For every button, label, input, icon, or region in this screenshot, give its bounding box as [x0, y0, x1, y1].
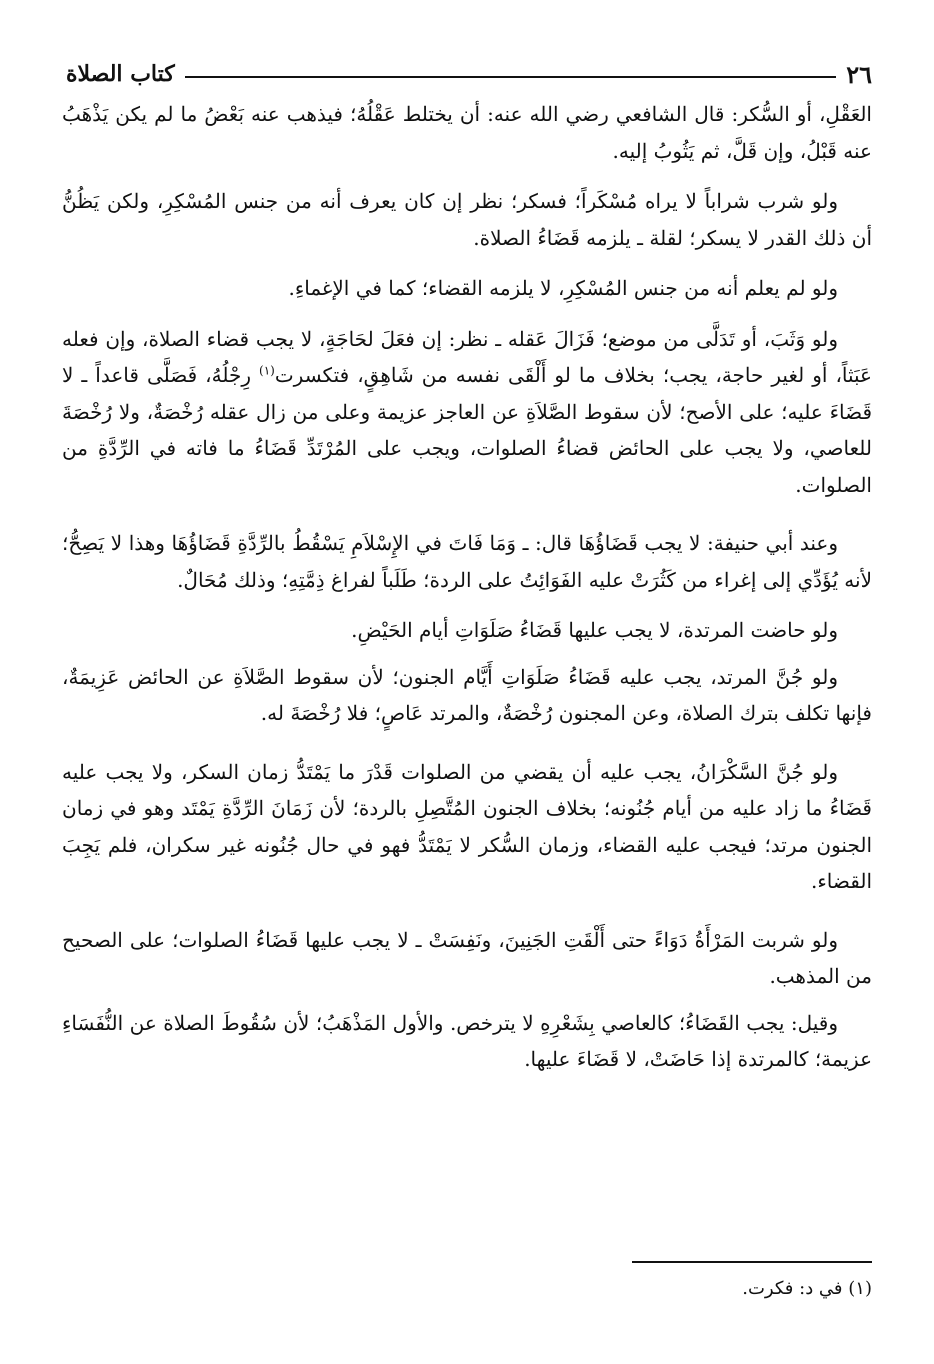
page-body [62, 96, 872, 1078]
paragraph-9: ولو شربت المَرْأَةُ دَوَاءً حتى أَلْقَتِ الجَنِينَ، ونَفِسَتْ ـ لا يجب عليها قَضَاءُ الصلوات؛ على الصحيح من المذهب. [62, 927, 872, 988]
paragraph-7: ولو جُنَّ المرتد، يجب عليه قَضَاءُ صَلَوَاتِ أَيَّام الجنون؛ لأن سقوط الصَّلاَةِ عن الحائض عَزِيمَةٌ، فإنها تكلف بترك الصلاة، وعن المجنون رُخْصَةٌ، والمرتد عَاصٍ؛ فلا رُخْصَةَ له. [62, 664, 872, 725]
paragraph-4 [62, 321, 872, 504]
book-title: كتاب الصلاة [66, 61, 175, 87]
paragraph-4-part-1: ولو وَثَبَ، أو تَدَلَّى من موضع؛ فَزَالَ عَقله ـ نظر: إن فعَلَ لحَاجَةٍ، لا يجب قضاء الصلاة، وإن فعله عَبَثاً، أو لغير حاجة، يجب؛ بخلاف ما لو أَلْقَى نفسه من شَاهِقٍ، فتكسرت [62, 326, 872, 387]
paragraph-6: ولو حاضت المرتدة، لا يجب عليها قَضَاءُ صَلَوَاتِ أيام الحَيْضِ. [351, 618, 838, 642]
footnote-reference: (١) [259, 363, 275, 378]
footnote-rule [632, 1261, 872, 1263]
paragraph-8: ولو جُنَّ السَّكْرَانُ، يجب عليه أن يقضي من الصلوات قَدْرَ ما يَمْتَدُّ زمان السكر، ولا يجب عليه قَضَاءُ ما زاد عليه من أيام جُنُونه؛ بخلاف الجنون المُتَّصِلِ بالردة؛ لأن زَمَانَ الرِّدَّةِ يَمْتَد وهو في زمان الجنون مرتد؛ فيجب عليه القضاء، وزمان السُّكر لا يَمْتَدُّ فهو في حال جُنُونه غير سكران، فلم يَجِبَ القضاء. [62, 759, 872, 893]
paragraph-5: وعند أبي حنيفة: لا يجب قَضَاؤُهَا قال: ـ وَمَا فَاتَ في الإِسْلاَمِ يَسْقُطُ بالرِّدَّةِ قَضَاؤُهَا وهذا لا يَصِحُّ؛ لأنه يُؤَدِّي إلى إغراء من كَثُرَتْ عليه الفَوَائِتُ على الردة؛ طَلَباً لفراغ ذِمَّتِهِ؛ وذلك مُحَالٌ. [62, 531, 872, 592]
page-header [66, 58, 872, 90]
paragraph-1: العَقْلِ، أو السُّكر: قال الشافعي رضي الله عنه: أن يختلط عَقْلُهُ؛ فيذهب عنه بَعْضُ ما لم يكن يَذْهَبُ عنه قَبْلُ، وإن قَلَّ، ثم يَثُوبُ إليه. [62, 102, 872, 163]
paragraph-10: وقيل: يجب القَضَاءُ؛ كالعاصي بِشَعْرِهِ لا يترخص. والأول المَذْهَبُ؛ لأن سُقُوطَ الصلاة عن النُّفَسَاءِ عزيمة؛ كالمرتدة إذا حَاضَتْ، لا قَضَاءَ عليها. [62, 1010, 872, 1071]
footnote: (١) في د: فكرت. [742, 1278, 872, 1299]
paragraph-3: ولو لم يعلم أنه من جنس المُسْكِرِ، لا يلزمه القضاء؛ كما في الإغماءِ. [288, 276, 838, 300]
paragraph-4-part-2: رِجْلُهُ، فَصَلَّى قاعداً ـ لا قَضَاءَ عليه؛ على الأصح؛ لأن سقوط الصَّلاَةِ عن العاجز عزيمة وعلى من زال عقله رُخْصَةٌ، ولا رُخْصَةَ للعاصي، ولا يجب على الحائض قضاءُ الصلوات، ويجب على المُرْتَدِّ قَضَاءُ ما فاته في الرِّدَّةِ من الصلوات. [62, 363, 872, 497]
header-rule [185, 76, 836, 78]
page-number: ٢٦ [846, 59, 872, 89]
paragraph-2: ولو شرب شراباً لا يراه مُسْكَراً؛ فسكر؛ نظر إن كان يعرف أنه من جنس المُسْكِرِ، ولكن يَظُنُّ أن ذلك القدر لا يسكر؛ لقلة ـ يلزمه قَضَاءُ الصلاة. [62, 189, 872, 250]
